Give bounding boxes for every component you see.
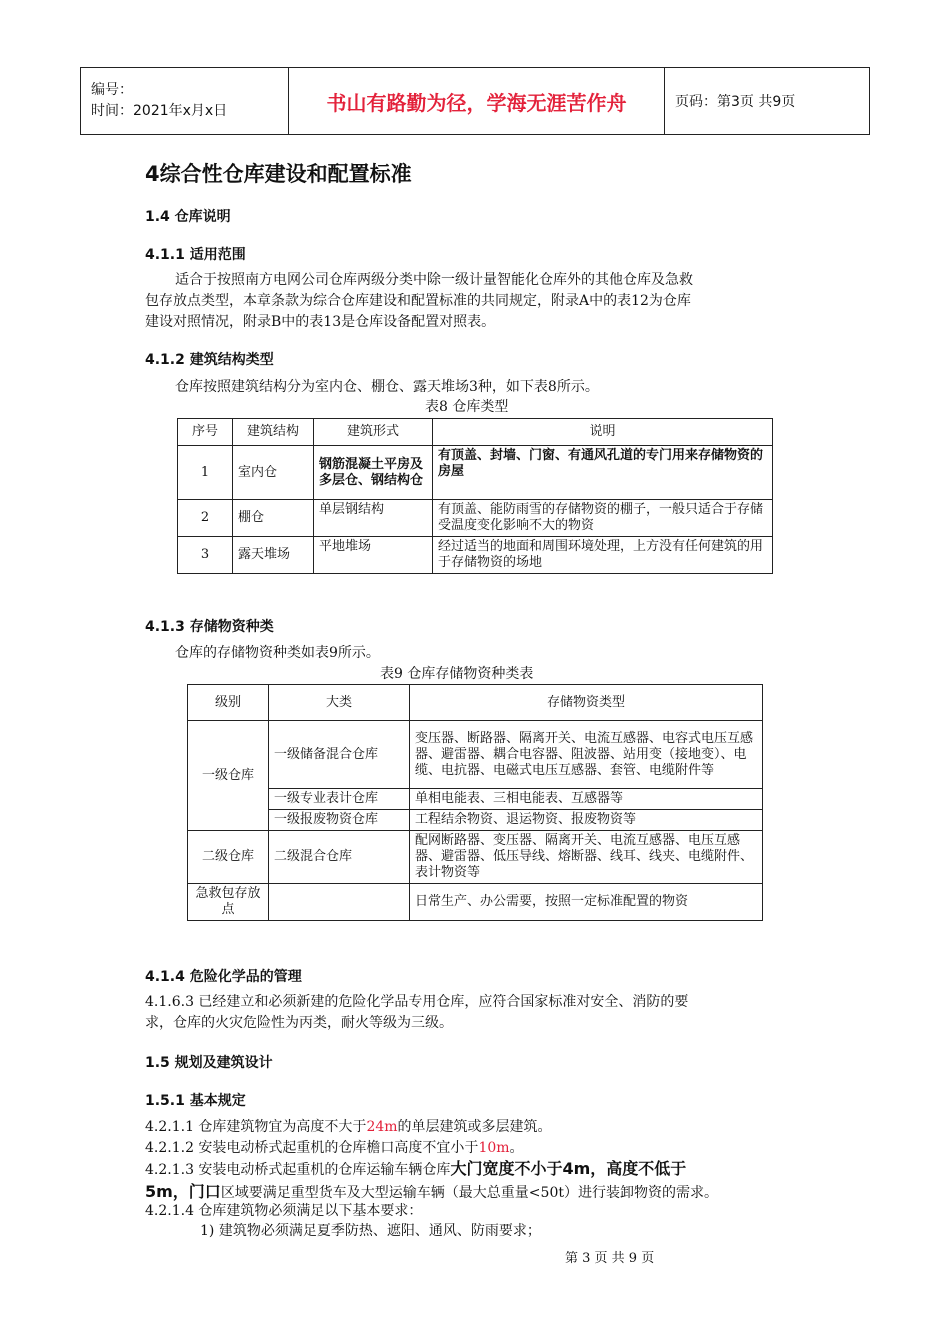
table-cell: 工程结余物资、退运物资、报废物资等 — [410, 810, 763, 831]
table-cell: 棚仓 — [233, 500, 314, 537]
table-header-cell: 说明 — [433, 419, 773, 446]
chapter-title: 4综合性仓库建设和配置标准 — [145, 162, 412, 186]
rule-text: 区域要满足重型货车及大型运输车辆（最大总重量<50t）进行装卸物资的需求。 — [220, 1185, 718, 1201]
rule-line-4-2-1-2 — [145, 1138, 524, 1159]
section-heading-4-1-4: 4.1.4 危险化学品的管理 — [145, 969, 302, 985]
rule-text: 4.2.1.3 安装电动桥式起重机的仓库运输车辆仓库 — [145, 1162, 451, 1178]
rule-text: 的单层建筑或多层建筑。 — [397, 1119, 552, 1135]
paragraph-line: 仓库的存储物资种类如表9所示。 — [175, 645, 380, 661]
rule-text: 4.2.1.2 安装电动桥式起重机的仓库檐口高度不宜小于 — [145, 1140, 479, 1156]
header-meta — [81, 68, 289, 135]
paragraph-line: 4.1.6.3 已经建立和必须新建的危险化学品专用仓库，应符合国家标准对安全、消防的要 — [145, 994, 689, 1010]
section-heading-1-5: 1.5 规划及建筑设计 — [145, 1055, 273, 1071]
table-header-cell: 级别 — [188, 685, 269, 721]
highlight-value: 10m — [478, 1140, 510, 1156]
table-cell: 3 — [178, 537, 233, 574]
page-footer: 第 3 页 共 9 页 — [565, 1251, 655, 1266]
table-cell — [269, 884, 410, 921]
paragraph-line: 包存放点类型，本章条款为综合仓库建设和配置标准的共同规定，附录A中的表12为仓库 — [145, 293, 691, 309]
emphasis-text: 大门宽度不小于4m，高度不低于 — [450, 1159, 687, 1178]
table-cell: 变压器、断路器、隔离开关、电流互感器、电容式电压互感器、避雷器、耦合电容器、阻波器、站用变（接地变）、电缆、电抗器、电磁式电压互感器、套管、电缆附件等 — [410, 721, 763, 789]
table-cell: 二级仓库 — [188, 831, 269, 884]
time-label: 时间：2021年x月x日 — [91, 103, 228, 119]
table-cell: 平地堆场 — [314, 537, 433, 574]
table-cell: 二级混合仓库 — [269, 831, 410, 884]
header-motto: 书山有路勤为径，学海无涯苦作舟 — [289, 68, 665, 135]
paragraph-line: 仓库按照建筑结构分为室内仓、棚仓、露天堆场3种，如下表8所示。 — [175, 379, 599, 395]
section-heading-4-1-3: 4.1.3 存储物资种类 — [145, 619, 274, 635]
table-cell: 有顶盖、封墙、门窗、有通风孔道的专门用来存储物资的房屋 — [433, 446, 773, 500]
table-cell: 1 — [178, 446, 233, 500]
rule-text: 4.2.1.1 仓库建筑物宜为高度不大于 — [145, 1119, 367, 1135]
section-heading-4-1-1: 4.1.1 适用范围 — [145, 247, 246, 263]
header-page-label: 页码：第3页 共9页 — [665, 68, 870, 135]
table-warehouse-types — [177, 418, 773, 574]
table-cell: 经过适当的地面和周围环境处理，上方没有任何建筑的用于存储物资的场地 — [433, 537, 773, 574]
section-heading-4-1-2: 4.1.2 建筑结构类型 — [145, 352, 274, 368]
table-header-cell: 序号 — [178, 419, 233, 446]
paragraph-line: 求，仓库的火灾危险性为丙类，耐火等级为三级。 — [145, 1015, 453, 1031]
rule-line-4-2-1-1 — [145, 1117, 552, 1138]
number-label: 编号： — [91, 82, 133, 98]
table-storage-categories — [187, 684, 763, 921]
table-header-cell: 存储物资类型 — [410, 685, 763, 721]
table-cell: 配网断路器、变压器、隔离开关、电流互感器、电压互感器、避雷器、低压导线、熔断器、线耳、线夹、电缆附件、表计物资等 — [410, 831, 763, 884]
paragraph-line: 建设对照情况，附录B中的表13是仓库设备配置对照表。 — [145, 314, 496, 330]
emphasis-text: 5m，门口 — [145, 1182, 221, 1201]
table-cell: 急救包存放点 — [188, 884, 269, 921]
table-cell: 日常生产、办公需要，按照一定标准配置的物资 — [410, 884, 763, 921]
table-cell: 钢筋混凝土平房及多层仓、钢结构仓 — [314, 446, 433, 500]
section-heading-1-4: 1.4 仓库说明 — [145, 209, 231, 225]
table-cell: 一级储备混合仓库 — [269, 721, 410, 789]
page-header — [80, 67, 870, 135]
table-header-cell: 大类 — [269, 685, 410, 721]
rule-line-item-1: 1) 建筑物必须满足夏季防热、遮阳、通风、防雨要求； — [200, 1223, 541, 1239]
table-cell: 单层钢结构 — [314, 500, 433, 537]
rule-line-4-2-1-4: 4.2.1.4 仓库建筑物必须满足以下基本要求： — [145, 1203, 423, 1219]
table-cell: 一级仓库 — [188, 721, 269, 831]
highlight-value: 24m — [366, 1119, 398, 1135]
table-cell: 2 — [178, 500, 233, 537]
table-cell: 室内仓 — [233, 446, 314, 500]
rule-line-4-2-1-3 — [145, 1158, 686, 1181]
section-heading-1-5-1: 1.5.1 基本规定 — [145, 1093, 246, 1109]
table-caption: 表8 仓库类型 — [425, 399, 509, 415]
table-cell: 一级报废物资仓库 — [269, 810, 410, 831]
table-cell: 露天堆场 — [233, 537, 314, 574]
table-cell: 一级专业表计仓库 — [269, 789, 410, 810]
table-cell: 单相电能表、三相电能表、互感器等 — [410, 789, 763, 810]
table-header-cell: 建筑结构 — [233, 419, 314, 446]
table-cell: 有顶盖、能防雨雪的存储物资的棚子，一般只适合于存储受温度变化影响不大的物资 — [433, 500, 773, 537]
paragraph-line: 适合于按照南方电网公司仓库两级分类中除一级计量智能化仓库外的其他仓库及急救 — [175, 272, 693, 288]
table-caption: 表9 仓库存储物资种类表 — [380, 666, 534, 682]
table-header-cell: 建筑形式 — [314, 419, 433, 446]
rule-text: 。 — [509, 1140, 524, 1156]
